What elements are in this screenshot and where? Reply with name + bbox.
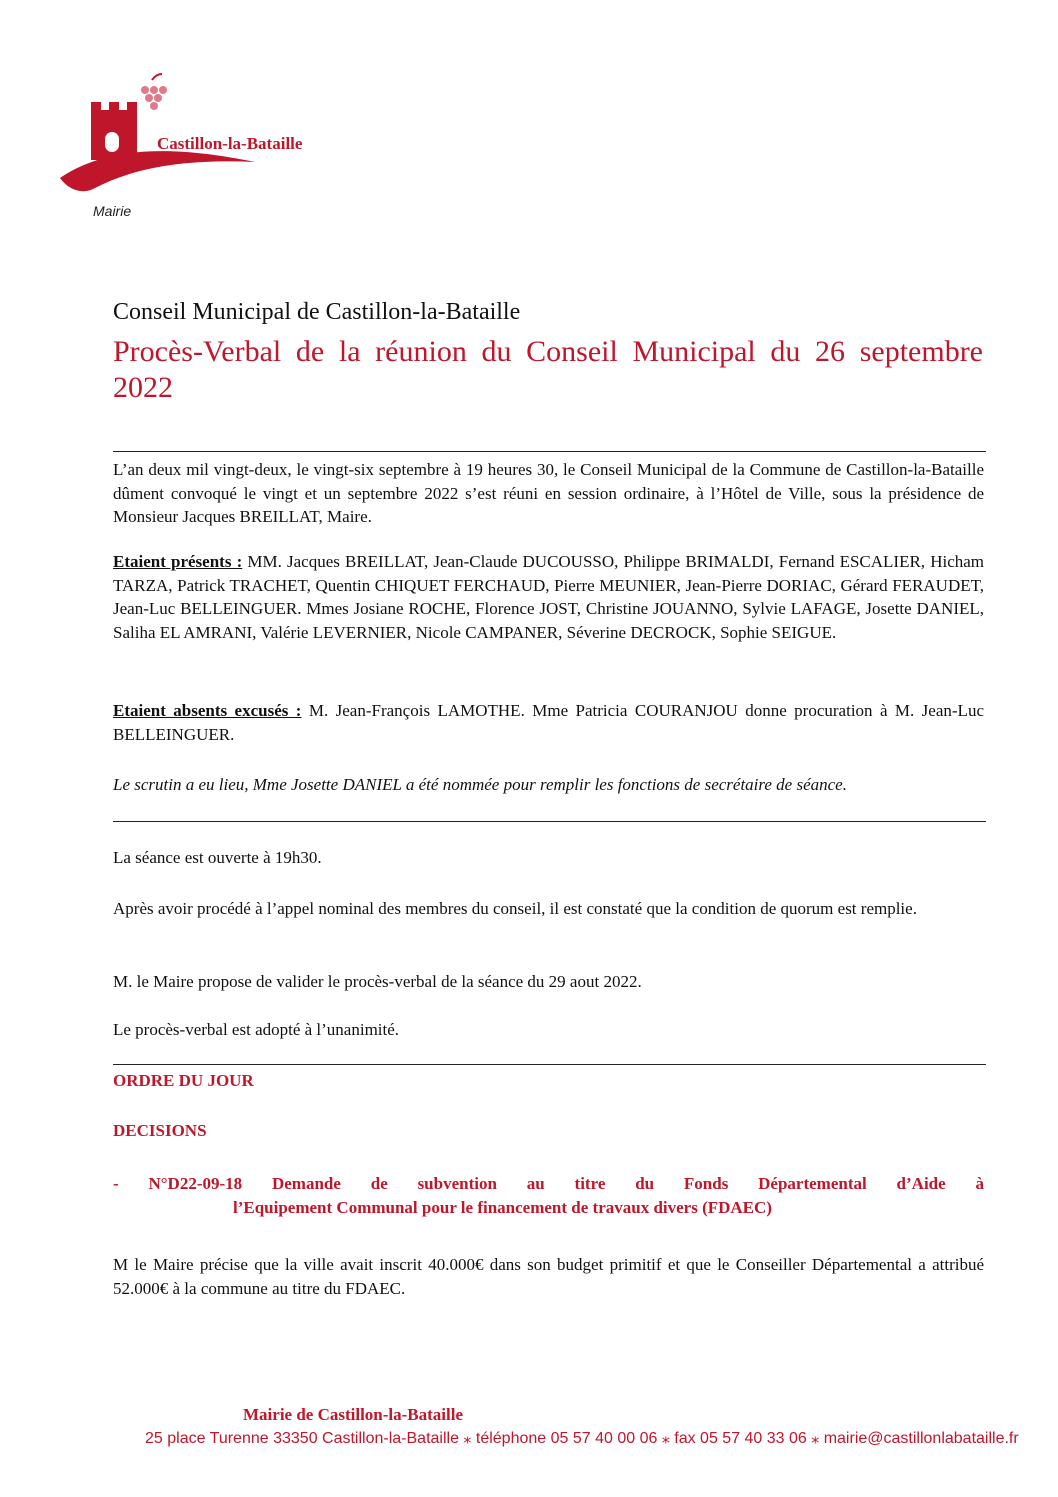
intro-paragraph: L’an deux mil vingt-deux, le vingt-six septembre à 19 heures 30, le Conseil Municipal de la Commune de Castillon-la-Bataille dûment convoqué le vingt et un septembre 2022 s’est réuni en session ordinaire, à l’Hôtel de Ville, sous la présidence de Monsieur Jacques BREILLAT, Maire.	[113, 460, 984, 526]
footer-title: Mairie de Castillon-la-Bataille	[243, 1405, 464, 1424]
opened-paragraph: La séance est ouverte à 19h30.	[113, 848, 322, 867]
agenda-heading: ORDRE DU JOUR	[113, 1071, 254, 1090]
council-name: Conseil Municipal de Castillon-la-Bataille	[113, 299, 521, 325]
decisions-heading: DECISIONS	[113, 1121, 207, 1140]
decision-title-line2: l’Equipement Communal pour le financement de travaux divers (FDAEC)	[233, 1198, 772, 1217]
present-label: Etaient présents :	[113, 552, 243, 571]
present-list: MM. Jacques BREILLAT, Jean-Claude DUCOUSSO, Philippe BRIMALDI, Fernand ESCALIER, Hicham TARZA, Patrick TRACHET, Quentin CHIQUET FERCHAUD, Pierre MEUNIER, Jean-Pierre DORIAC, Gérard FERAUDET, Jean-Luc BELLEINGUER. Mmes Josiane ROCHE, Florence JOST, Christine JOUANNO, Sylvie LAFAGE, Josette DANIEL, Saliha EL AMRANI, Valérie LEVERNIER, Nicole CAMPANER, Séverine DECROCK, Sophie SEIGUE.	[113, 552, 985, 642]
divider	[113, 1064, 986, 1065]
quorum-paragraph: Après avoir procédé à l’appel nominal des membres du conseil, il est constaté que la condition de quorum est remplie.	[113, 899, 917, 918]
present-paragraph	[113, 550, 984, 644]
logo-town-name: Castillon-la-Bataille	[157, 134, 303, 153]
footer-contact: 25 place Turenne 33350 Castillon-la-Bataille ⁎ téléphone 05 57 40 00 06 ⁎ fax 05 57 40 33 06 ⁎ mairie@castillonlabataille.fr	[145, 1430, 1019, 1447]
divider	[113, 821, 986, 822]
decision-text: M le Maire précise que la ville avait inscrit 40.000€ dans son budget primitif et que le Conseiller Départemental a attribué 52.000€ à la commune au titre du FDAEC.	[113, 1255, 984, 1298]
scrutin-paragraph: Le scrutin a eu lieu, Mme Josette DANIEL a été nommée pour remplir les fonctions de secrétaire de séance.	[113, 775, 847, 794]
absent-label: Etaient absents excusés :	[113, 701, 302, 720]
page-title: Procès-Verbal de la réunion du Conseil Municipal du 26 septembre 2022	[113, 335, 983, 404]
absent-list: M. Jean-François LAMOTHE. Mme Patricia COURANJOU donne procuration à M. Jean-Luc BELLEINGUER.	[113, 701, 984, 744]
adopted-paragraph: Le procès-verbal est adopté à l’unanimité.	[113, 1020, 400, 1039]
validate-paragraph: M. le Maire propose de valider le procès-verbal de la séance du 29 aout 2022.	[113, 972, 642, 991]
decision-item	[113, 1172, 984, 1220]
logo-mairie-label: Mairie	[93, 203, 132, 219]
absent-paragraph	[113, 699, 984, 746]
divider	[113, 451, 986, 452]
decision-title-line1: - N°D22-09-18 Demande de subvention au titre du Fonds Départemental d’Aide à	[113, 1174, 984, 1193]
